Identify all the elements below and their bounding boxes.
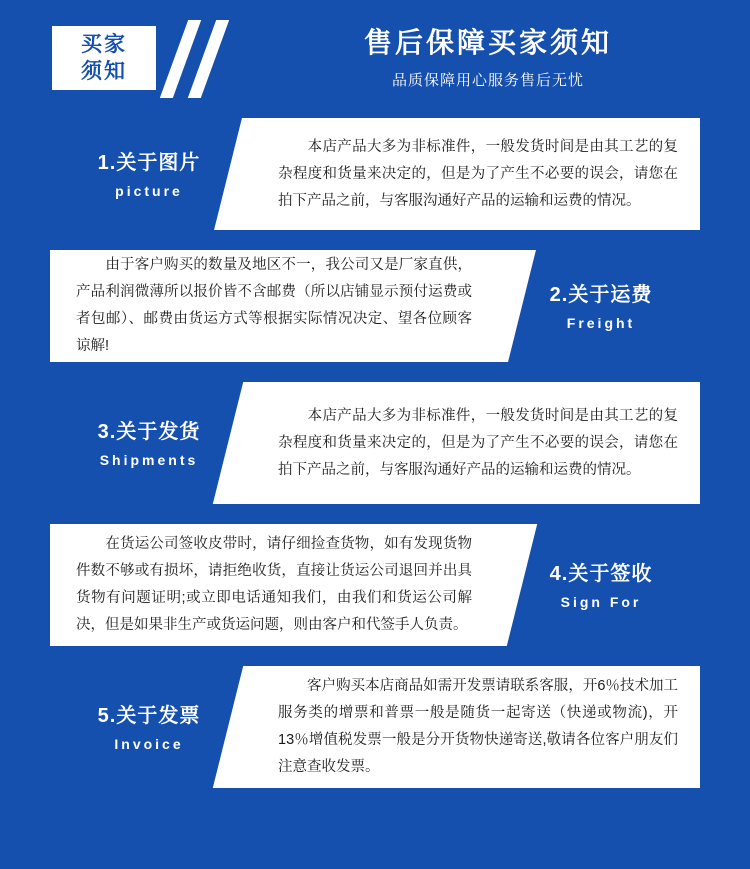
- section-body-sign-for: [50, 524, 502, 646]
- section-label-freight: [502, 250, 700, 362]
- section-body-text: 本店产品大多为非标准件，一般发货时间是由其工艺的复杂程度和货量来决定的，但是为了产生不必要的误会，请您在拍下产品之前，与客服沟通好产品的运输和运费的情况。: [278, 407, 678, 478]
- section-body-freight: [50, 250, 502, 362]
- section-label-cn: 4.关于签收: [549, 563, 653, 585]
- notice-section-freight: [50, 250, 700, 362]
- section-body-invoice: [248, 666, 700, 788]
- notice-section-shipments: [50, 382, 700, 504]
- slash-decoration-icon: [168, 20, 248, 98]
- section-body-picture: [248, 118, 700, 230]
- section-body-text: 本店产品大多为非标准件，一般发货时间是由其工艺的复杂程度和货量来决定的，但是为了产生不必要的误会，请您在拍下产品之前，与客服沟通好产品的运输和运费的情况。: [278, 138, 678, 209]
- header-text-group: [268, 24, 708, 90]
- section-label-en: Freight: [566, 315, 636, 331]
- badge-line-1: 买家: [81, 33, 127, 56]
- notice-section-picture: [50, 118, 700, 230]
- section-label-cn: 2.关于运费: [549, 284, 653, 306]
- section-label-cn: 1.关于图片: [97, 152, 201, 174]
- badge-line-2: 须知: [81, 60, 127, 83]
- notice-section-sign-for: [50, 524, 700, 646]
- section-label-shipments: [50, 382, 248, 504]
- page-subtitle: 品质保障用心服务售后无忧: [391, 72, 584, 89]
- section-label-en: Invoice: [114, 736, 184, 752]
- section-body-text: 由于客户购买的数量及地区不一，我公司又是厂家直供，产品利润微薄所以报价皆不含邮费（所以店铺显示预付运费或者包邮）、邮费由货运方式等根据实际情况决定、望各位顾客谅解!: [76, 257, 472, 354]
- notice-section-invoice: [50, 666, 700, 788]
- section-label-cn: 3.关于发货: [97, 421, 201, 443]
- section-body-text: 客户购买本店商品如需开发票请联系客服，开6％技术加工服务类的增票和普票一般是随货一起寄送（快递或物流)，开13％增值税发票一般是分开货物快递寄送,敬请各位客户朋友们注意查收发票。: [278, 678, 678, 775]
- section-label-en: Shipments: [99, 452, 199, 468]
- section-body-shipments: [248, 382, 700, 504]
- section-label-invoice: [50, 666, 248, 788]
- buyer-notice-badge: [52, 26, 156, 90]
- section-label-en: Sign For: [560, 594, 642, 610]
- section-label-picture: [50, 118, 248, 230]
- section-label-sign-for: [502, 524, 700, 646]
- page-header: [0, 0, 750, 118]
- section-label-en: picture: [115, 183, 183, 199]
- section-label-cn: 5.关于发票: [97, 705, 201, 727]
- section-body-text: 在货运公司签收皮带时，请仔细捡查货物，如有发现货物件数不够或有损坏，请拒绝收货，直接让货运公司退回并出具货物有问题证明;或立即电话通知我们，由我们和货运公司解决，但是如果非生产或货运问题，则由客户和代签手人负责。: [76, 536, 472, 633]
- page-title: 售后保障买家须知: [363, 27, 612, 58]
